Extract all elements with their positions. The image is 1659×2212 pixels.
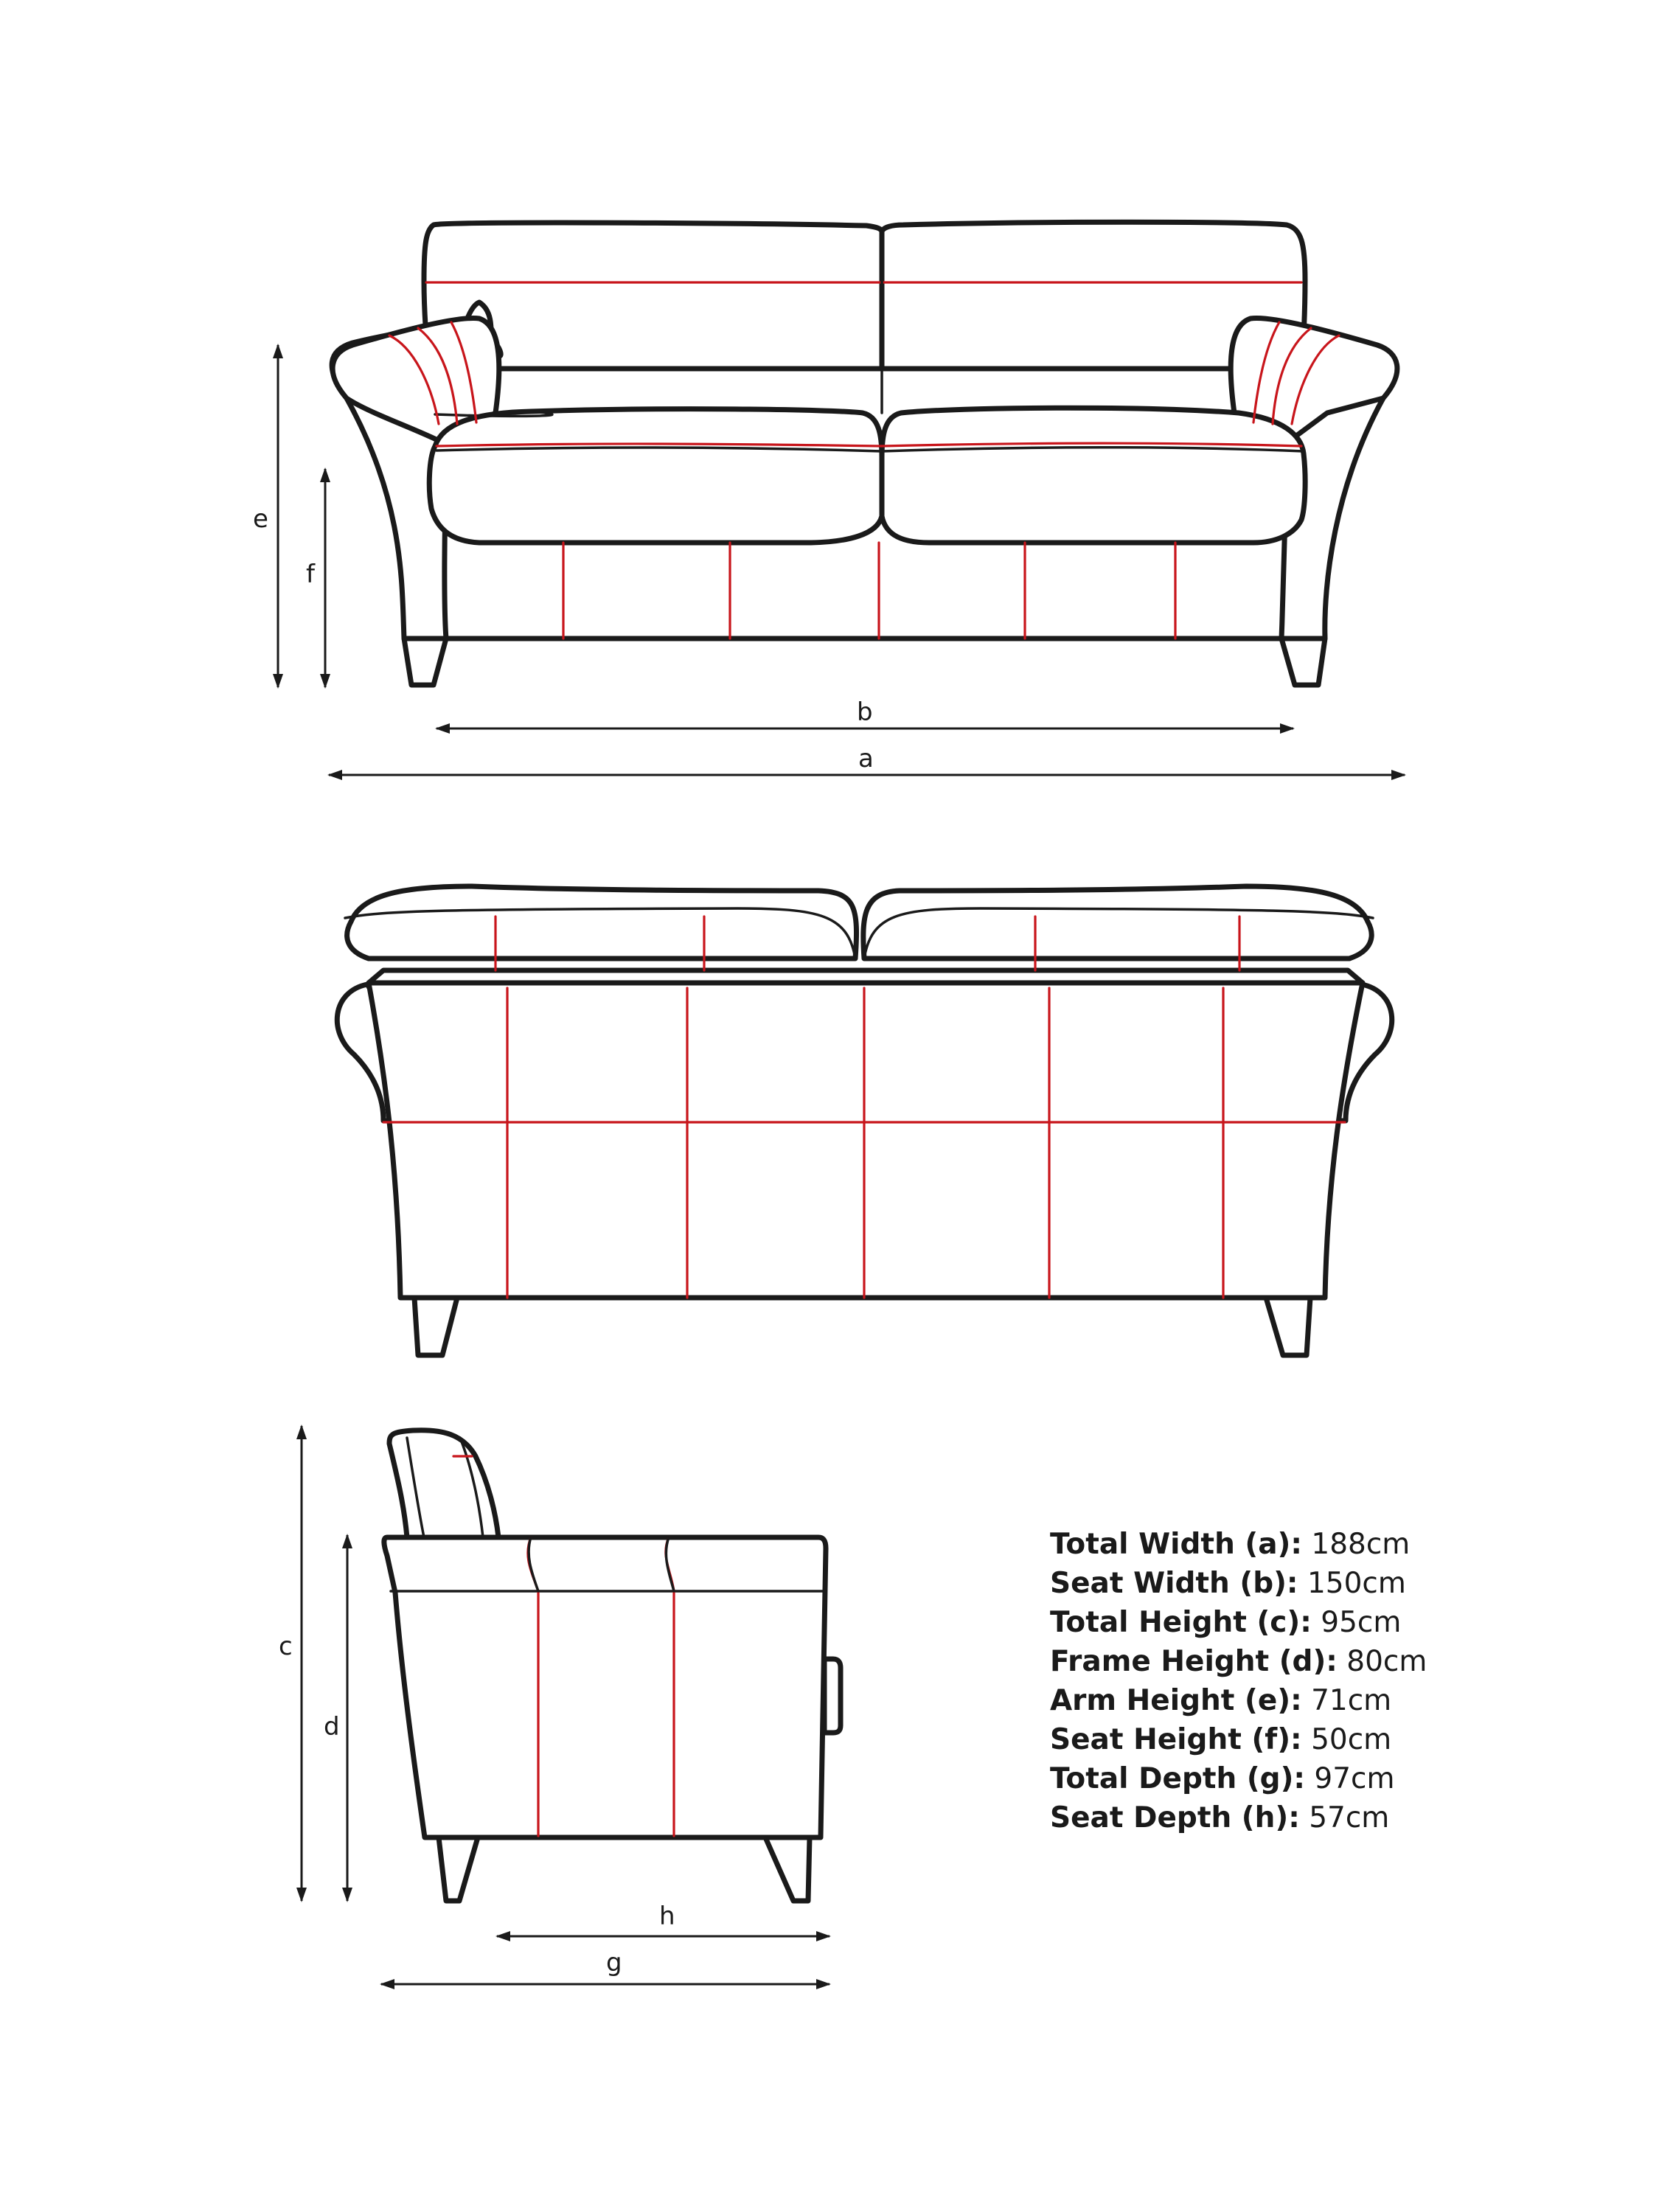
spec-value: 188cm: [1311, 1528, 1411, 1561]
dim-label-d: d: [324, 1712, 340, 1742]
back-panel-top: [369, 970, 1363, 983]
back-left-leg: [414, 1298, 457, 1355]
spec-row-seat-width: [1050, 1564, 1566, 1603]
back-panel: [369, 983, 1363, 1298]
back-view: [337, 886, 1391, 1355]
dim-label-h: h: [659, 1902, 675, 1931]
front-view: [332, 222, 1397, 685]
front-seat-cushion-left: [429, 409, 882, 543]
spec-value: 57cm: [1309, 1801, 1390, 1834]
spec-row-total-depth: [1050, 1759, 1566, 1798]
spec-label: Total Width (a):: [1050, 1528, 1302, 1561]
spec-label: Total Depth (g):: [1050, 1762, 1306, 1795]
dim-label-a: a: [858, 744, 874, 773]
spec-row-frame-height: [1050, 1642, 1566, 1681]
side-view: [384, 1430, 841, 1901]
spec-label: Seat Height (f):: [1050, 1723, 1302, 1756]
dim-label-g: g: [606, 1948, 622, 1978]
spec-label: Frame Height (d):: [1050, 1645, 1338, 1678]
back-right-leg: [1266, 1298, 1310, 1355]
side-front-leg: [439, 1837, 478, 1901]
dim-label-c: c: [279, 1632, 293, 1661]
spec-value: 150cm: [1307, 1567, 1406, 1600]
side-back-leg: [765, 1837, 810, 1901]
spec-label: Arm Height (e):: [1050, 1684, 1302, 1717]
dim-label-f: f: [306, 560, 315, 589]
spec-row-seat-height: [1050, 1720, 1566, 1759]
front-left-leg: [404, 639, 446, 685]
back-cushion-left: [347, 886, 857, 959]
spec-value: 97cm: [1314, 1762, 1395, 1795]
spec-label: Total Height (c):: [1050, 1606, 1312, 1639]
side-body: [384, 1537, 826, 1837]
spec-value: 80cm: [1346, 1645, 1427, 1678]
back-cushion-right: [863, 886, 1371, 959]
spec-row-total-height: [1050, 1603, 1566, 1642]
spec-row-total-width: [1050, 1525, 1566, 1564]
dim-label-e: e: [253, 504, 268, 534]
spec-label: Seat Width (b):: [1050, 1567, 1298, 1600]
spec-value: 50cm: [1311, 1723, 1392, 1756]
dim-label-b: b: [857, 698, 873, 727]
dimension-spec-list: [1050, 1525, 1566, 1837]
spec-row-seat-depth: [1050, 1798, 1566, 1837]
spec-value: 71cm: [1311, 1684, 1392, 1717]
side-recline-handle: [824, 1659, 841, 1733]
front-right-leg: [1281, 639, 1325, 685]
spec-value: 95cm: [1321, 1606, 1402, 1639]
spec-label: Seat Depth (h):: [1050, 1801, 1300, 1834]
front-seat-cushion-right: [882, 408, 1305, 543]
spec-row-arm-height: [1050, 1681, 1566, 1720]
